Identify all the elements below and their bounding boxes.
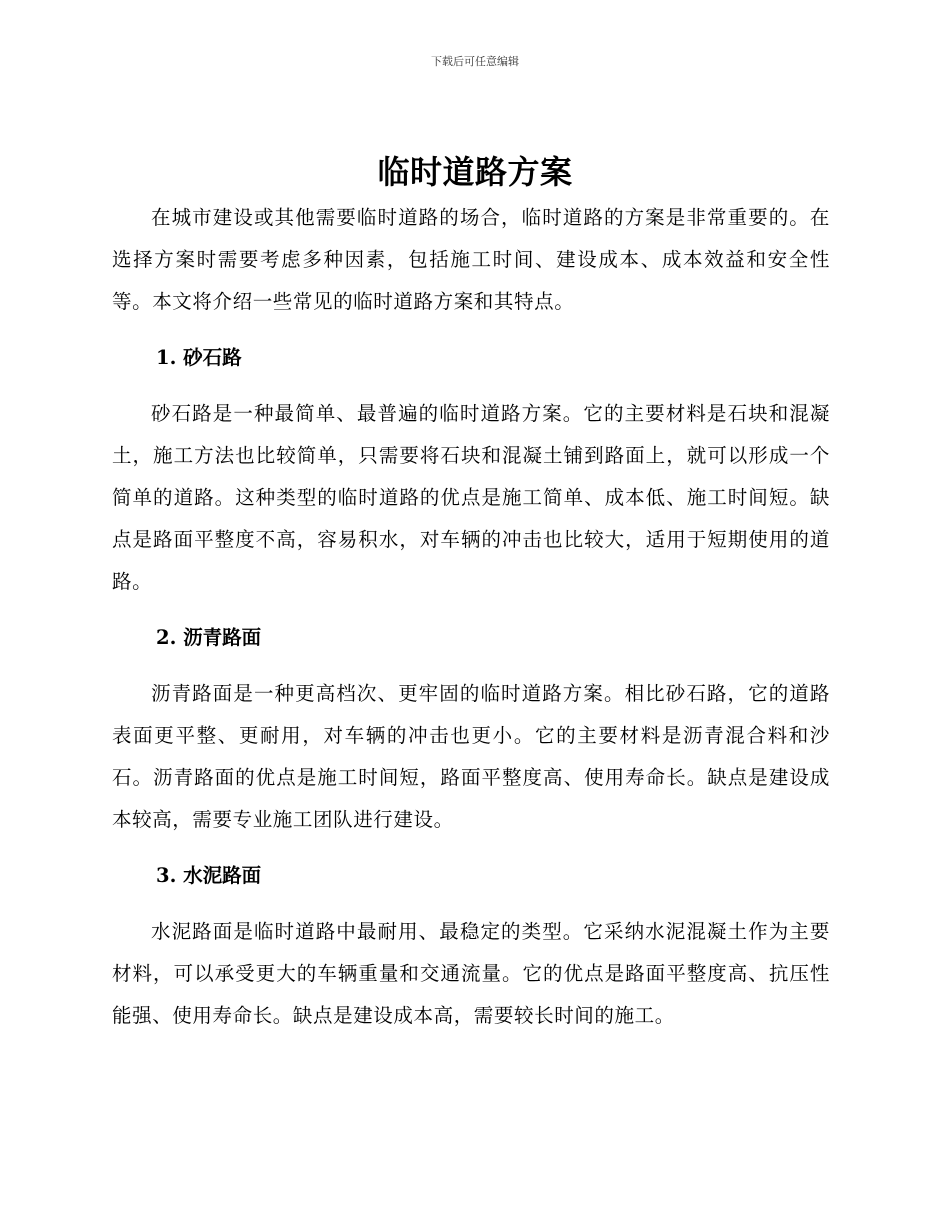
section-heading: 2. 沥青路面: [156, 626, 262, 649]
section-paragraph: 砂石路是一种最简单、最普遍的临时道路方案。它的主要材料是石块和混凝土，施工方法也比较简单，只需要将石块和混凝土铺到路面上，就可以形成一个简单的道路。这种类型的临时道路的优点是施工简单、成本低、施工时间短。缺点是路面平整度不高，容易积水，对车辆的冲击也比较大，适用于短期使用的道路。: [112, 402, 830, 593]
section-heading: 1. 砂石路: [156, 346, 242, 369]
header-note: 下载后可任意编辑: [431, 55, 519, 68]
page-title: 临时道路方案: [377, 153, 573, 191]
section-paragraph: 沥青路面是一种更高档次、更牢固的临时道路方案。相比砂石路，它的道路表面更平整、更耐用，对车辆的冲击也更小。它的主要材料是沥青混合料和沙石。沥青路面的优点是施工时间短，路面平整度高、使用寿命长。缺点是建设成本较高，需要专业施工团队进行建设。: [112, 682, 830, 831]
section-gravel-road: [112, 337, 830, 603]
section-cement-road: [112, 855, 830, 1037]
section-paragraph: 水泥路面是临时道路中最耐用、最稳定的类型。它采纳水泥混凝土作为主要材料，可以承受更大的车辆重量和交通流量。它的优点是路面平整度高、抗压性能强、使用寿命长。缺点是建设成本高，需要较长时间的施工。: [112, 920, 830, 1027]
section-heading: 3. 水泥路面: [156, 864, 262, 887]
intro-paragraph: 在城市建设或其他需要临时道路的场合，临时道路的方案是非常重要的。在选择方案时需要考虑多种因素，包括施工时间、建设成本、成本效益和安全性等。本文将介绍一些常见的临时道路方案和其特点。: [112, 206, 830, 313]
document-body: [112, 197, 830, 1037]
section-asphalt-road: [112, 617, 830, 841]
